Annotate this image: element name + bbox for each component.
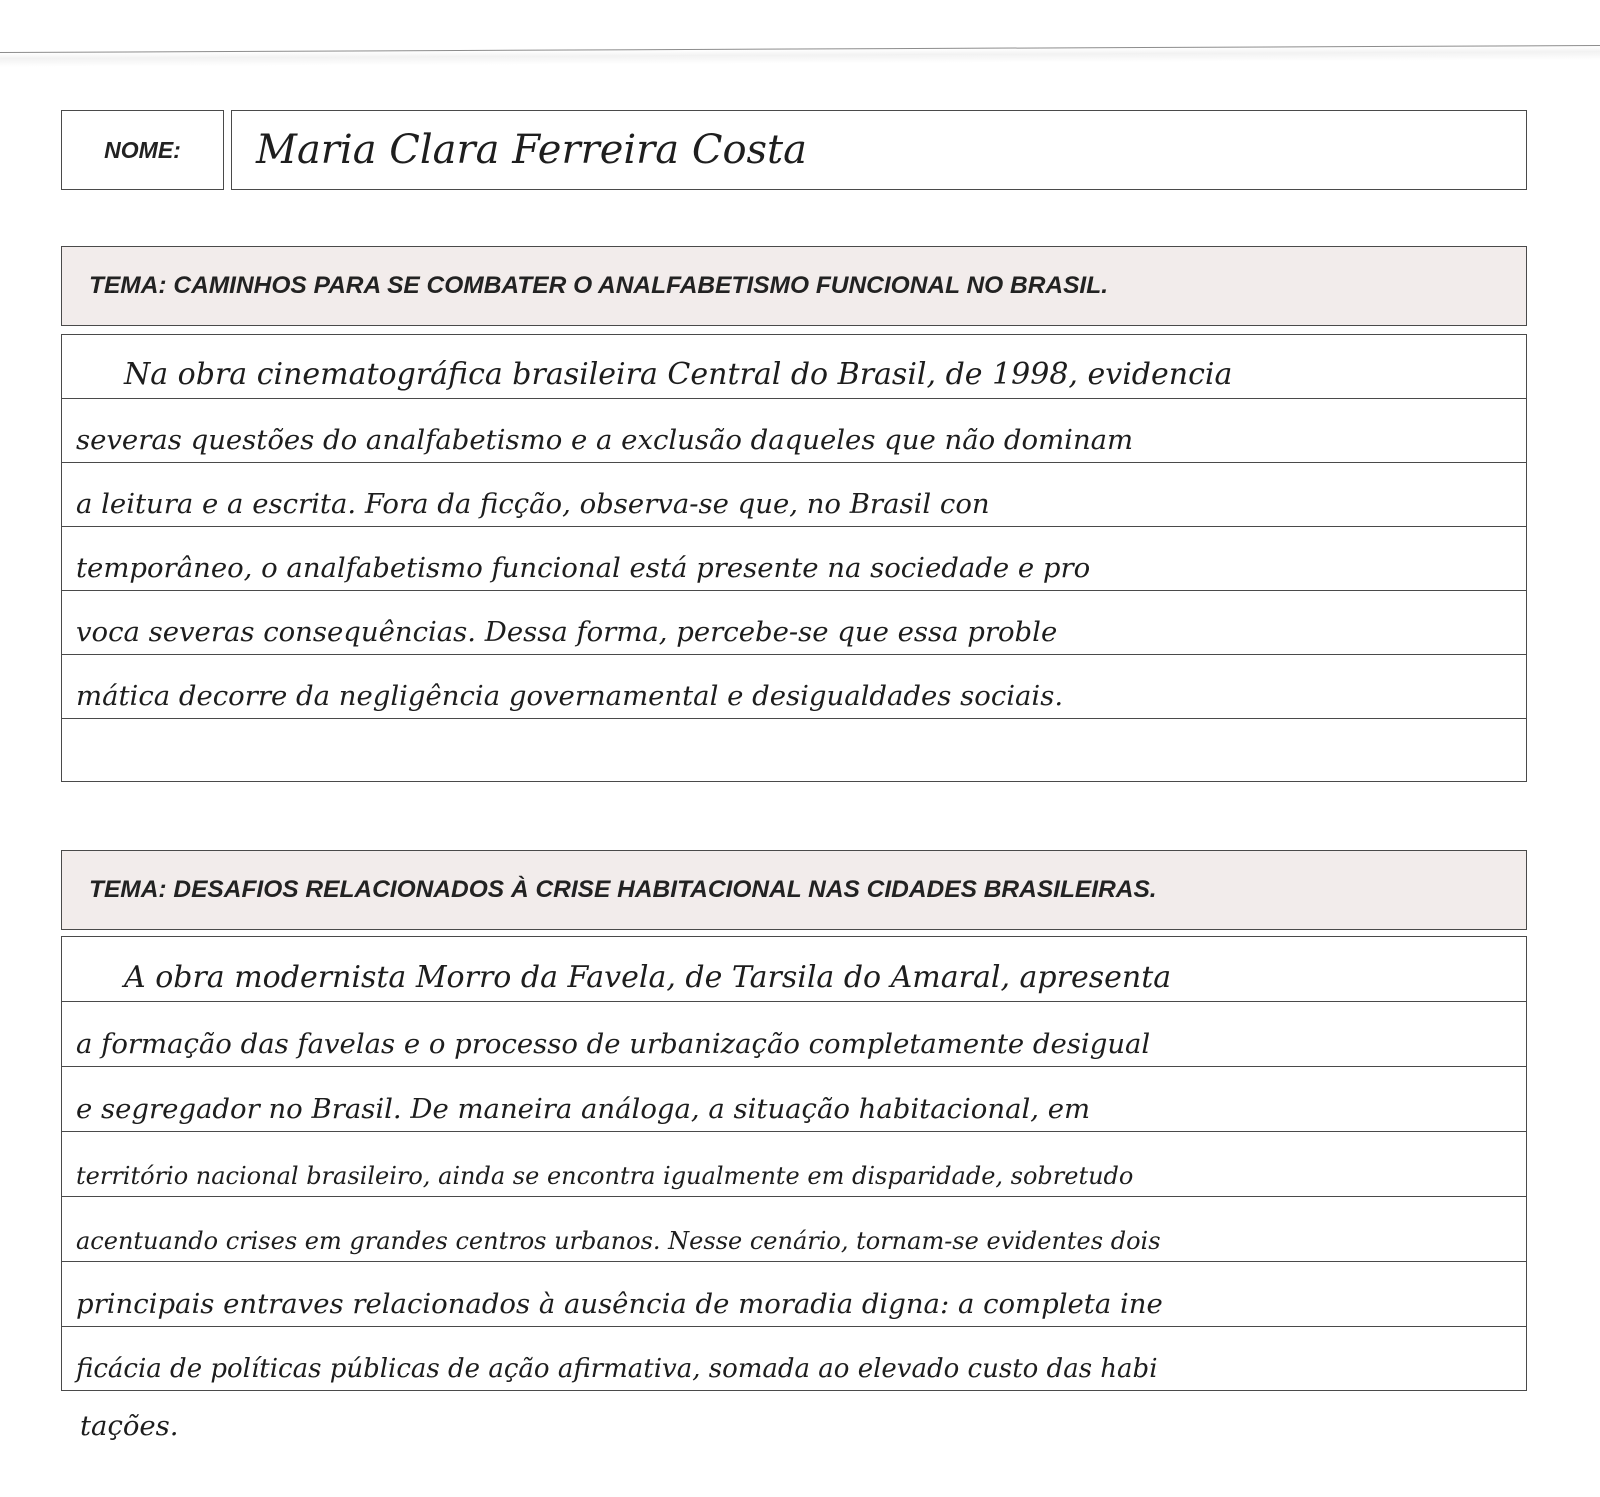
ruled-line (61, 334, 1527, 398)
writing-area-1 (61, 334, 1527, 782)
handwriting-line: principais entraves relacionados à ausência de moradia digna: a completa ine (76, 1288, 1163, 1320)
ruled-line (61, 1196, 1527, 1261)
ruled-line (61, 462, 1527, 526)
name-field (231, 110, 1527, 190)
theme-banner-1 (61, 246, 1527, 326)
ruled-line (61, 398, 1527, 462)
theme-title-2: TEMA: DESAFIOS RELACIONADOS À CRISE HABITACIONAL NAS CIDADES BRASILEIRAS. (89, 876, 1157, 903)
name-label-box (61, 110, 224, 190)
ruled-line (61, 1326, 1527, 1391)
name-label: NOME: (104, 136, 181, 163)
theme-title-1: TEMA: CAMINHOS PARA SE COMBATER O ANALFABETISMO FUNCIONAL NO BRASIL. (89, 272, 1108, 299)
handwriting-line: ficácia de políticas públicas de ação afirmativa, somada ao elevado custo das habi (76, 1354, 1158, 1384)
writing-area-2 (61, 936, 1527, 1391)
handwriting-overflow-line (72, 1404, 372, 1444)
handwriting-line: acentuando crises em grandes centros urbanos. Nesse cenário, tornam-se evidentes dois (76, 1227, 1161, 1255)
ruled-line (61, 718, 1527, 782)
theme-banner-2 (61, 850, 1527, 930)
ruled-line (61, 1131, 1527, 1196)
handwriting-line: A obra modernista Morro da Favela, de Tarsila do Amaral, apresenta (124, 960, 1172, 995)
ruled-line (61, 654, 1527, 718)
handwriting-line: e segregador no Brasil. De maneira análoga, a situação habitacional, em (76, 1093, 1091, 1125)
ruled-line (61, 1001, 1527, 1066)
ruled-line (61, 590, 1527, 654)
ruled-line (61, 1066, 1527, 1131)
ruled-line (61, 1261, 1527, 1326)
handwriting-line: a formação das favelas e o processo de urbanização completamente desigual (76, 1028, 1151, 1060)
handwriting-line: severas questões do analfabetismo e a exclusão daqueles que não dominam (76, 424, 1134, 456)
name-handwriting: Maria Clara Ferreira Costa (256, 127, 807, 173)
handwriting-line: a leitura e a escrita. Fora da ficção, observa-se que, no Brasil con (76, 488, 990, 520)
scan-edge (0, 45, 1600, 67)
handwriting-line: Na obra cinematográfica brasileira Central do Brasil, de 1998, evidencia (124, 357, 1233, 392)
ruled-line (61, 526, 1527, 590)
handwriting-line: mática decorre da negligência governamental e desigualdades sociais. (76, 680, 1064, 712)
handwriting-line: tações. (80, 1410, 179, 1442)
handwriting-line: temporâneo, o analfabetismo funcional está presente na sociedade e pro (76, 552, 1091, 584)
handwriting-line: voca severas consequências. Dessa forma, percebe-se que essa proble (76, 616, 1058, 648)
handwriting-line: território nacional brasileiro, ainda se encontra igualmente em disparidade, sobretudo (76, 1162, 1134, 1190)
ruled-line (61, 936, 1527, 1001)
